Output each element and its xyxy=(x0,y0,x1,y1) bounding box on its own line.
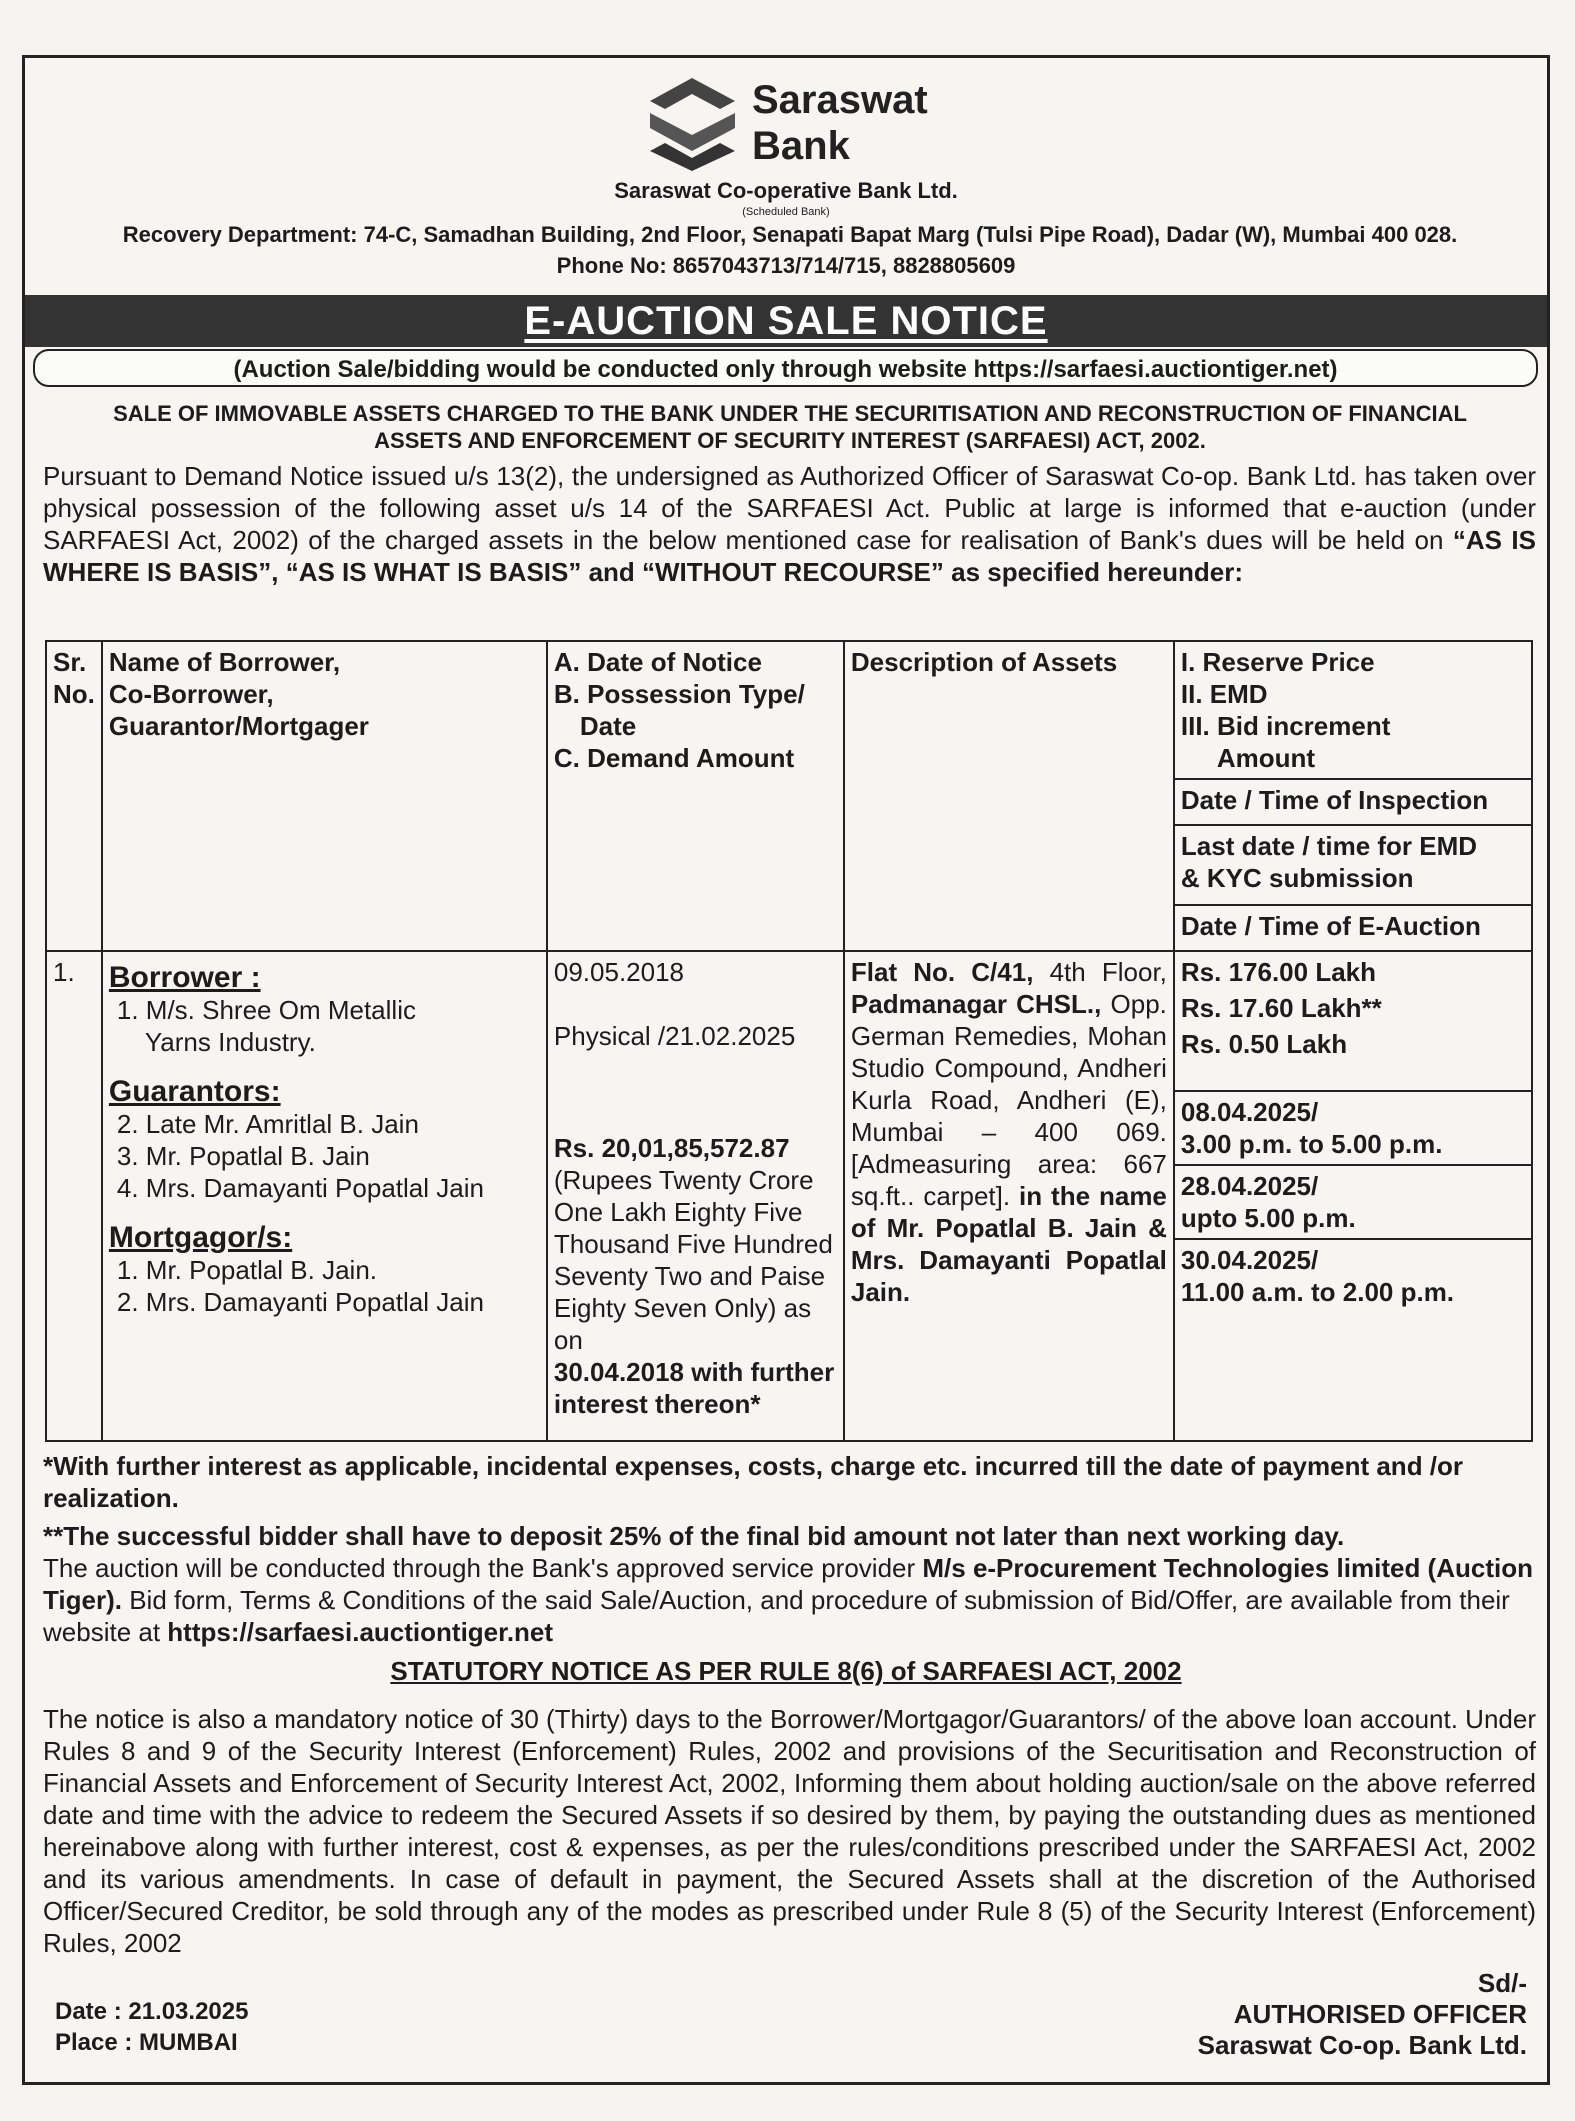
header-price-3: III. Bid increment xyxy=(1180,711,1391,741)
guarantor-4: 4. Mrs. Damayanti Popatlal Jain xyxy=(116,1172,484,1203)
header-dates xyxy=(547,641,844,951)
auction-time: 11.00 a.m. to 2.00 p.m. xyxy=(1180,1276,1455,1307)
note3-c: Bid form, Terms & Conditions of the said Sale/Auction, and procedure of submission of Bid/Offer, are available from their website at xyxy=(43,1585,1510,1647)
mortgagor-1: 1. Mr. Popatlal B. Jain. xyxy=(116,1254,378,1285)
header-name xyxy=(102,641,547,951)
header-date-b: B. Possession Type/ xyxy=(553,679,805,709)
emd-amount: Rs. 17.60 Lakh** xyxy=(1180,992,1382,1023)
note-interest: *With further interest as applicable, incidental expenses, costs, charge etc. incurred till the date of payment and /or realization. xyxy=(43,1451,1464,1513)
note-deposit: **The successful bidder shall have to deposit 25% of the final bid amount not later than next working day. xyxy=(43,1521,1345,1551)
intro-bold-text: “AS IS WHERE IS BASIS”, “AS IS WHAT IS BASIS” and “WITHOUT RECOURSE” as specified hereunder: xyxy=(43,525,1536,587)
header-price-3b: Amount xyxy=(1216,743,1316,773)
notice-place: Place : MUMBAI xyxy=(55,2029,238,2056)
header-sr-line1: Sr. xyxy=(53,647,87,677)
note-service-provider xyxy=(43,1552,1536,1648)
statutory-body: The notice is also a mandatory notice of 30 (Thirty) days to the Borrower/Mortgagor/Guarantors/ of the above loan account. Under Rules 8 and 9 of the Security Interest (Enforcement) Rules, 2002 and provisions of the Securitisation and Reconstruction of Financial Assets and Enforcement of Security Interest Act, 2002, Informing them about holding auction/sale on the above referred date and time with the advice to redeem the Secured Assets if so desired by them, by paying the outstanding dues as mentioned hereinabove along with further interest, cost & expenses, as per the rules/conditions prescribed under the SARFAESI Act, 2002 and its various amendments. In case of default in payment, the Secured Assets shall at the discretion of the Authorised Officer/Secured Creditor, be sold through any of the modes as prescribed under Rule 8 (5) of the Security Interest (Enforcement) Rules, 2002 xyxy=(43,1704,1536,1958)
guarantors-heading: Guarantors: xyxy=(108,1074,281,1108)
note3-a: The auction will be conducted through the Bank's approved service provider xyxy=(43,1553,923,1583)
authorised-officer: AUTHORISED OFFICER xyxy=(1233,1999,1527,2029)
bank-name-line1: Saraswat xyxy=(752,78,928,122)
asset-owners: in the name of Mr. Popatlal B. Jain & Mrs. Damayanti Popatlal Jain. xyxy=(850,1180,1167,1307)
row-emd-deadline xyxy=(1174,1165,1532,1239)
guarantor-2: 2. Late Mr. Amritlal B. Jain xyxy=(116,1108,419,1139)
borrower-heading: Borrower : xyxy=(108,960,261,994)
row-auction xyxy=(1174,1239,1532,1441)
date-place xyxy=(55,1996,248,2058)
header-name-line1: Name of Borrower, xyxy=(108,647,341,677)
mortgagor-2: 2. Mrs. Damayanti Popatlal Jain xyxy=(116,1286,484,1317)
signature-sd: Sd/- xyxy=(1477,1968,1527,1998)
bank-scheduled: (Scheduled Bank) xyxy=(742,206,830,218)
notice-date-footer: Date : 21.03.2025 xyxy=(55,1998,249,2025)
header-date-b2: Date xyxy=(579,711,637,741)
demand-words: (Rupees Twenty Crore One Lakh Eighty Five Thousand Five Hundred Seventy Two and Paise Eighty Seven Only) as on xyxy=(553,1164,833,1355)
note3-website: https://sarfaesi.auctiontiger.net xyxy=(167,1617,554,1647)
demand-amount: Rs. 20,01,85,572.87 xyxy=(553,1132,790,1163)
asset-address: Opp. German Remedies, Mohan Studio Compound, Andheri Kurla Road, Andheri (E), Mumbai – 400 069. [Admeasuring area: 667 sq.ft.. carpet]. xyxy=(850,988,1167,1211)
header-emd-deadline xyxy=(1174,825,1532,905)
auction-date: 30.04.2025/ xyxy=(1180,1244,1319,1275)
asset-flat-no: Flat No. C/41, xyxy=(850,956,1034,987)
intro-text: Pursuant to Demand Notice issued u/s 13(2), the undersigned as Authorized Officer of Saraswat Co-op. Bank Ltd. has taken over physical possession of the following asset u/s 14 of the SARFAESI Act. Public at large is informed that e-auction (under SARFAESI Act, 2002) of the charged assets in the below mentioned case for realisation of Bank's dues will be held on xyxy=(43,461,1536,555)
emd-date: 28.04.2025/ xyxy=(1180,1170,1319,1201)
demand-interest: 30.04.2018 with further interest thereon* xyxy=(553,1356,835,1419)
header-description: Description of Assets xyxy=(844,641,1174,951)
row-inspection xyxy=(1174,1091,1532,1165)
notice-header xyxy=(25,58,1547,278)
bid-increment: Rs. 0.50 Lakh xyxy=(1180,1028,1348,1059)
header-sr-line2: No. xyxy=(53,679,95,709)
bank-name xyxy=(752,77,928,169)
header-price-1: I. Reserve Price xyxy=(1180,647,1375,677)
inspection-date: 08.04.2025/ xyxy=(1180,1096,1319,1127)
header-prices xyxy=(1174,641,1532,779)
borrower-1b: Yarns Industry. xyxy=(144,1026,316,1057)
row-sr: 1. xyxy=(46,951,102,1441)
intro-paragraph xyxy=(43,460,1536,588)
bank-full-name: Saraswat Co-operative Bank Ltd. xyxy=(614,178,958,203)
bank-name-line2: Bank xyxy=(752,124,850,168)
row-dates xyxy=(547,951,844,1441)
asset-society: Padmanagar CHSL., xyxy=(850,988,1102,1019)
notice-title: E-AUCTION SALE NOTICE xyxy=(524,299,1048,343)
header-emd-line1: Last date / time for EMD xyxy=(1180,830,1478,861)
act-heading-line2: ASSETS AND ENFORCEMENT OF SECURITY INTEREST (SARFAESI) ACT, 2002. xyxy=(374,428,1206,453)
phone-numbers: Phone No: 8657043713/714/715, 8828805609 xyxy=(556,253,1016,278)
table-row xyxy=(46,951,1532,1091)
inspection-time: 3.00 p.m. to 5.00 p.m. xyxy=(1180,1128,1443,1159)
header-inspection: Date / Time of Inspection xyxy=(1174,779,1532,825)
header-auction: Date / Time of E-Auction xyxy=(1174,905,1532,951)
note3-b: M/s e-Procurement Technologies limited (Auction Tiger). xyxy=(43,1553,1533,1615)
header-name-line3: Guarantor/Mortgager xyxy=(108,711,369,741)
row-parties xyxy=(102,951,547,1441)
header-name-line2: Co-Borrower, xyxy=(108,679,274,709)
recovery-address: Recovery Department: 74-C, Samadhan Building, 2nd Floor, Senapati Bapat Marg (Tulsi Pipe Road), Dadar (W), Mumbai 400 028. xyxy=(122,222,1458,247)
statutory-title: STATUTORY NOTICE AS PER RULE 8(6) of SARFAESI ACT, 2002 xyxy=(390,1656,1182,1686)
notice-date: 09.05.2018 xyxy=(553,956,685,987)
header-date-c: C. Demand Amount xyxy=(553,743,795,773)
signature-block xyxy=(1198,1968,1527,2061)
asset-floor: 4th Floor, xyxy=(1033,956,1167,987)
header-date-a: A. Date of Notice xyxy=(553,647,762,677)
signature-bank: Saraswat Co-op. Bank Ltd. xyxy=(1197,2030,1527,2060)
header-sr xyxy=(46,641,102,951)
borrower-1a: 1. M/s. Shree Om Metallic xyxy=(116,994,416,1025)
header-price-2: II. EMD xyxy=(1180,679,1268,709)
act-heading xyxy=(55,400,1525,454)
row-prices xyxy=(1174,951,1532,1091)
bank-logo xyxy=(645,73,928,173)
table-header-row-1 xyxy=(46,641,1532,779)
reserve-price: Rs. 176.00 Lakh xyxy=(1180,956,1377,987)
header-emd-line2: & KYC submission xyxy=(1180,862,1414,893)
footnotes xyxy=(43,1450,1536,1648)
saraswat-logo-icon xyxy=(645,73,740,173)
act-heading-line1: SALE OF IMMOVABLE ASSETS CHARGED TO THE BANK UNDER THE SECURITISATION AND RECONSTRUCTION OF FINANCIAL xyxy=(113,401,1467,426)
emd-time: upto 5.00 p.m. xyxy=(1180,1202,1356,1233)
mortgagor-heading: Mortgagor/s: xyxy=(108,1220,293,1254)
row-asset-description xyxy=(844,951,1174,1441)
possession-date: Physical /21.02.2025 xyxy=(553,1020,796,1051)
notice-banner xyxy=(25,295,1547,347)
notice-sheet xyxy=(22,55,1550,2085)
website-note: (Auction Sale/bidding would be conducted only through website https://sarfaesi.auctiontiger.net) xyxy=(33,349,1538,387)
auction-table xyxy=(45,640,1533,1442)
guarantor-3: 3. Mr. Popatlal B. Jain xyxy=(116,1140,370,1171)
